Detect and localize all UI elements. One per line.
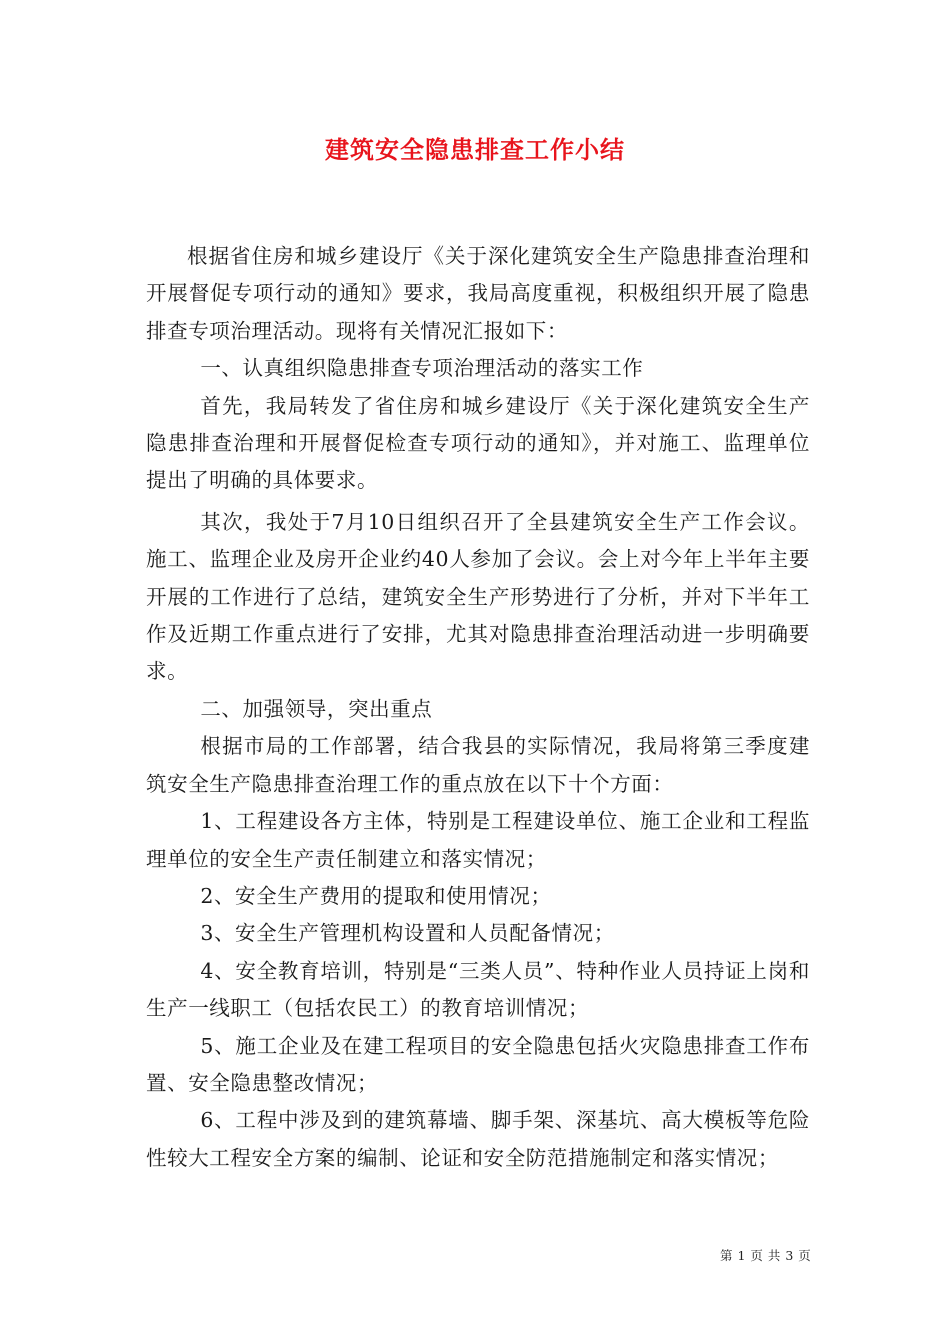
paragraph-second: 其次，我处于7月10日组织召开了全县建筑安全生产工作会议。施工、监理企业及房开企业约40人参加了会议。会上对今年上半年主要开展的工作进行了总结，建筑安全生产形势进行了分析，并对下半年工作及近期工作重点进行了安排，尤其对隐患排查治理活动进一步明确要求。 — [146, 509, 810, 684]
list-item-2: 2、安全生产费用的提取和使用情况； — [200, 883, 552, 908]
page-indicator: 第 1 页 共 3 页 — [720, 1248, 812, 1263]
list-item-4: 4、安全教育培训，特别是“三类人员”、特种作业人员持证上岗和生产一线职工（包括农民工）的教育培训情况； — [146, 958, 810, 1021]
document-body — [146, 238, 810, 1177]
section-heading-1: 一、认真组织隐患排查专项治理活动的落实工作 — [200, 356, 644, 381]
list-item-3: 3、安全生产管理机构设置和人员配备情况； — [200, 921, 615, 946]
list-item-5: 5、施工企业及在建工程项目的安全隐患包括火灾隐患排查工作布置、安全隐患整改情况； — [146, 1033, 810, 1095]
list-item-6: 6、工程中涉及到的建筑幕墙、脚手架、深基坑、高大模板等危险性较大工程安全方案的编制、论证和安全防范措施制定和落实情况； — [146, 1108, 810, 1170]
section-heading-2: 二、加强领导，突出重点 — [200, 696, 433, 721]
document-title: 建筑安全隐患排查工作小结 — [325, 135, 625, 164]
paragraph-focus: 根据市局的工作部署，结合我县的实际情况，我局将第三季度建筑安全生产隐患排查治理工作的重点放在以下十个方面： — [146, 734, 810, 796]
list-item-1: 1、工程建设各方主体，特别是工程建设单位、施工企业和工程监理单位的安全生产责任制建立和落实情况； — [146, 809, 810, 871]
intro-paragraph: 根据省住房和城乡建设厅《关于深化建筑安全生产隐患排查治理和开展督促专项行动的通知》要求，我局高度重视，积极组织开展了隐患排查专项治理活动。现将有关情况汇报如下： — [146, 244, 810, 343]
paragraph-first: 首先，我局转发了省住房和城乡建设厅《关于深化建筑安全生产隐患排查治理和开展督促检查专项行动的通知》，并对施工、监理单位提出了明确的具体要求。 — [146, 393, 810, 493]
